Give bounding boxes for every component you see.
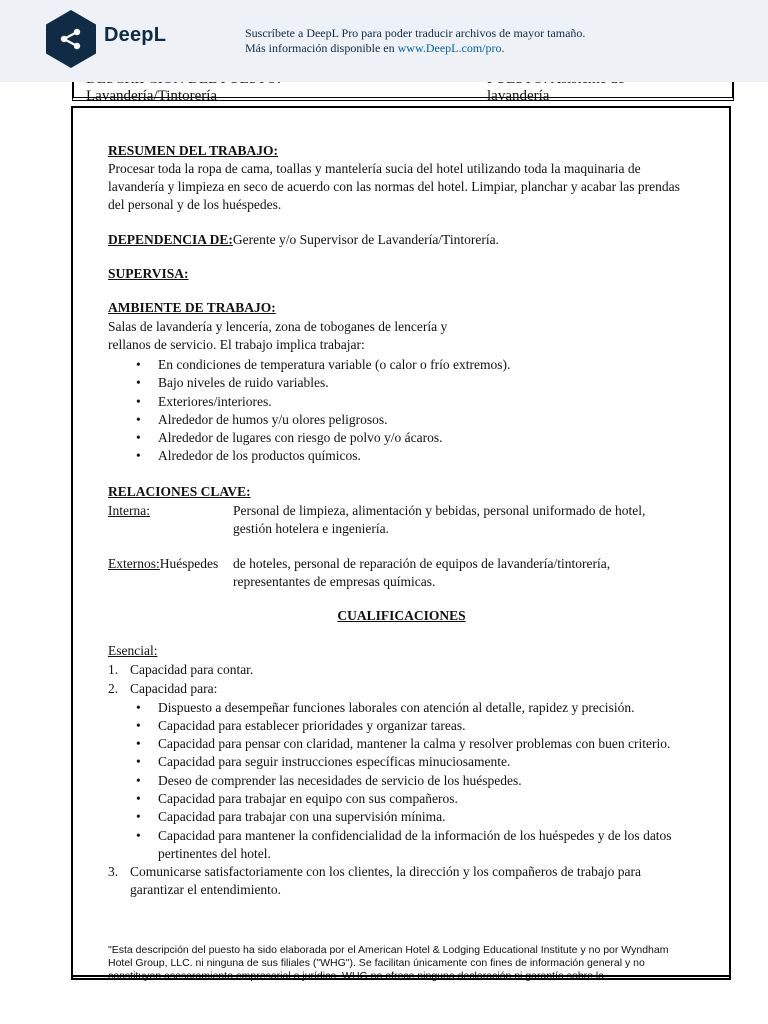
- list-item: • Capacidad para trabajar en equipo con sus compañeros.: [136, 790, 698, 808]
- resumen-line-2: lavandería y limpieza en seco de acuerdo con las normas del hotel. Limpiar, planchar y acabar las prendas: [108, 179, 680, 194]
- promo-line-2-prefix: Más información disponible en: [245, 41, 398, 55]
- capacidad-sublist: [136, 699, 698, 864]
- deepl-promo-text: [245, 26, 585, 56]
- list-item: • Capacidad para seguir instrucciones específicas minuciosamente.: [136, 753, 698, 771]
- resumen-heading: RESUMEN DEL TRABAJO:: [108, 143, 279, 158]
- item-text: Comunicarse satisfactoriamente con los clientes, la dirección y los compañeros de trabajo para garantizar el entendimiento.: [130, 864, 641, 897]
- resumen-line-1: Procesar toda la ropa de cama, toallas y mantelería sucia del hotel utilizando toda la maquinaria de: [108, 161, 641, 176]
- dependencia-heading: DEPENDENCIA DE:: [108, 232, 233, 247]
- qualification-item-2: [108, 680, 698, 698]
- list-item: • Capacidad para pensar con claridad, mantener la calma y resolver problemas con buen criterio.: [136, 735, 698, 753]
- promo-line-1: Suscríbete a DeepL Pro para poder traducir archivos de mayor tamaño.: [245, 26, 586, 40]
- deepl-logo-text[interactable]: DeepL: [104, 24, 167, 46]
- dependencia-text: Gerente y/o Supervisor de Lavandería/Tintorería.: [232, 232, 499, 247]
- item-text: Capacidad para:: [130, 681, 218, 696]
- list-item: • Capacidad para trabajar con una supervisión mínima.: [136, 808, 698, 826]
- list-item: • Dispuesto a desempeñar funciones laborales con atención al detalle, rapidez y precisión.: [136, 699, 698, 717]
- ambiente-line-2: rellanos de servicio. El trabajo implica trabajar:: [108, 337, 365, 352]
- dependencia-row: [108, 231, 499, 249]
- list-item: • En condiciones de temperatura variable (o calor o frío extremos).: [136, 356, 716, 374]
- deepl-pro-link[interactable]: www.DeepL.com/pro: [397, 41, 502, 55]
- promo-line-2-suffix: .: [501, 41, 505, 55]
- list-item: • Capacidad para establecer prioridades y organizar tareas.: [136, 717, 698, 735]
- ambiente-line-1: Salas de lavandería y lencería, zona de toboganes de lencería y: [108, 319, 448, 334]
- list-item: • Bajo niveles de ruido variables.: [136, 374, 716, 392]
- list-item: • Exteriores/interiores.: [136, 393, 716, 411]
- item-number: 3.: [108, 864, 119, 880]
- externos-label-row: [108, 555, 218, 573]
- interna-line-2: gestión hotelera e ingeniería.: [233, 521, 389, 536]
- externos-line-2: representantes de empresas químicas.: [233, 574, 436, 589]
- item-number: 2.: [108, 681, 119, 696]
- deepl-banner: [0, 0, 768, 82]
- qualification-item-3: [108, 863, 660, 898]
- ambiente-heading: AMBIENTE DE TRABAJO:: [108, 300, 276, 315]
- list-item: • Alrededor de lugares con riesgo de polvo y/o ácaros.: [136, 429, 716, 447]
- externos-line-1: de hoteles, personal de reparación de equipos de lavandería/tintorería,: [233, 556, 611, 571]
- cualificaciones-heading: CUALIFICACIONES: [337, 608, 466, 623]
- deepl-logo-icon[interactable]: [46, 10, 96, 68]
- interna-line-1: Personal de limpieza, alimentación y bebidas, personal uniformado de hotel,: [233, 503, 646, 518]
- promo-line-2: [245, 41, 585, 56]
- resumen-line-3: del personal y de los huéspedes.: [108, 197, 282, 212]
- list-item: • Deseo de comprender las necesidades de servicio de los huéspedes.: [136, 772, 698, 790]
- ambiente-list: [136, 356, 716, 466]
- item-number: 1.: [108, 662, 119, 677]
- supervisa-heading: SUPERVISA:: [108, 266, 189, 281]
- item-text: Capacidad para contar.: [130, 662, 254, 677]
- interna-label: Interna:: [108, 503, 150, 518]
- previous-table-right: lavandería: [487, 88, 550, 104]
- externos-label: Externos:: [108, 556, 160, 571]
- page-bottom-border: [71, 975, 731, 977]
- qualification-item-1: [108, 661, 698, 679]
- list-item: • Alrededor de humos y/u olores peligrosos.: [136, 411, 716, 429]
- externos-word: Huéspedes: [159, 556, 219, 571]
- list-item: • Capacidad para mantener la confidencialidad de la información de los huéspedes y de los datos pertinentes del hotel.: [136, 827, 678, 864]
- qualifications-list: [108, 661, 698, 898]
- esencial-label: Esencial:: [108, 643, 158, 658]
- list-item: • Alrededor de los productos químicos.: [136, 447, 716, 465]
- previous-table-left: Lavandería/Tintorería: [86, 88, 218, 104]
- footnote-disclaimer: "Esta descripción del puesto ha sido elaborada por el American Hotel & Lodging Educational Institute y no por Wyndham Hotel Group, LLC. ni ninguna de sus filiales ("WHG"). Se facilitan únicamente con fines de información general y no: [108, 944, 669, 969]
- relaciones-heading: RELACIONES CLAVE:: [108, 484, 251, 499]
